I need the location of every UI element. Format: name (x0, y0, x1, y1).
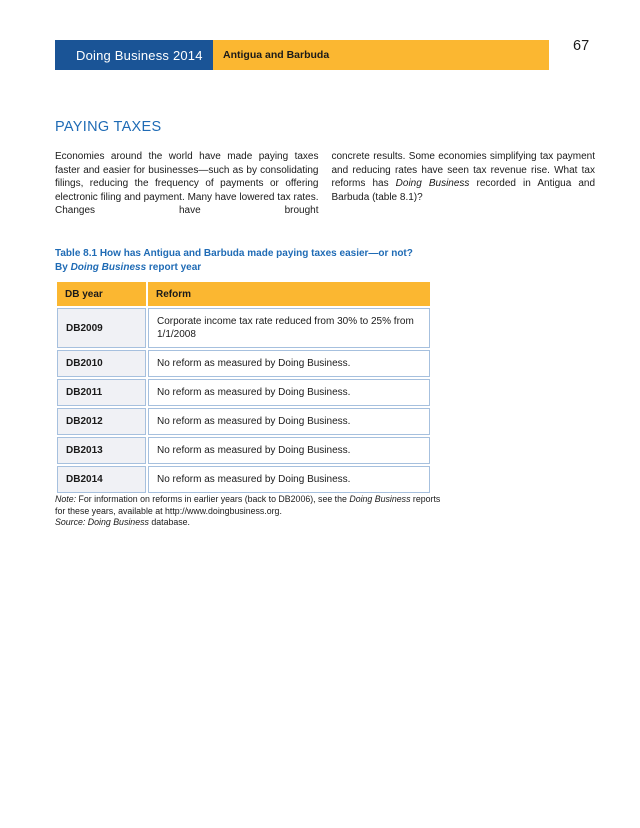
table-row (57, 308, 430, 348)
reform-cell: No reform as measured by Doing Business. (148, 379, 430, 406)
note-line1: Note: For information on reforms in earlier years (back to DB2006), see the Doing Business reports (55, 494, 441, 504)
db-year-cell: DB2011 (57, 379, 146, 406)
reform-cell: No reform as measured by Doing Business. (148, 408, 430, 435)
reform-cell: No reform as measured by Doing Business. (148, 350, 430, 377)
page-header (55, 40, 549, 70)
table-notes (55, 494, 517, 529)
intro-column-left: Economies around the world have made paying taxes faster and easier for businesses—such as by consolidating filings, reducing the frequency of payments or offering electronic filing and payment. Many have lowered tax rates. Changes have brought (55, 151, 319, 217)
table-row (57, 350, 430, 377)
table-row (57, 466, 430, 493)
reform-cell: No reform as measured by Doing Business. (148, 437, 430, 464)
reform-table (55, 280, 432, 495)
db-year-cell: DB2009 (57, 308, 146, 348)
intro-column-right: concrete results. Some economies simplifying tax payment and reducing rates have seen tax revenue rise. What tax reforms has Doing Business recorded in Antigua and Barbuda (table 8.1)? (331, 151, 596, 203)
country-name: Antigua and Barbuda (223, 49, 330, 61)
source-line: Source: Doing Business database. (55, 517, 190, 528)
column-header-db-year: DB year (57, 282, 146, 306)
table-header-row (57, 282, 430, 306)
table-row (57, 379, 430, 406)
table-row (57, 408, 430, 435)
table-row (57, 437, 430, 464)
table-caption (55, 247, 495, 275)
report-title: Doing Business 2014 (76, 47, 203, 63)
report-title-banner (55, 40, 213, 70)
db-year-cell: DB2014 (57, 466, 146, 493)
db-year-cell: DB2013 (57, 437, 146, 464)
page-number: 67 (573, 38, 590, 54)
db-year-cell: DB2012 (57, 408, 146, 435)
column-header-reform: Reform (148, 282, 430, 306)
country-banner (213, 40, 549, 70)
table-caption-line1: Table 8.1 How has Antigua and Barbuda made paying taxes easier—or not? (55, 248, 413, 259)
table-caption-line2: By Doing Business report year (55, 262, 202, 273)
intro-paragraph (55, 150, 595, 218)
reform-cell: No reform as measured by Doing Business. (148, 466, 430, 493)
db-year-cell: DB2010 (57, 350, 146, 377)
reform-cell: Corporate income tax rate reduced from 30% to 25% from 1/1/2008 (148, 308, 430, 348)
section-title: PAYING TAXES (55, 119, 162, 135)
note-line2: for these years, available at http://www.doingbusiness.org. (55, 505, 282, 516)
